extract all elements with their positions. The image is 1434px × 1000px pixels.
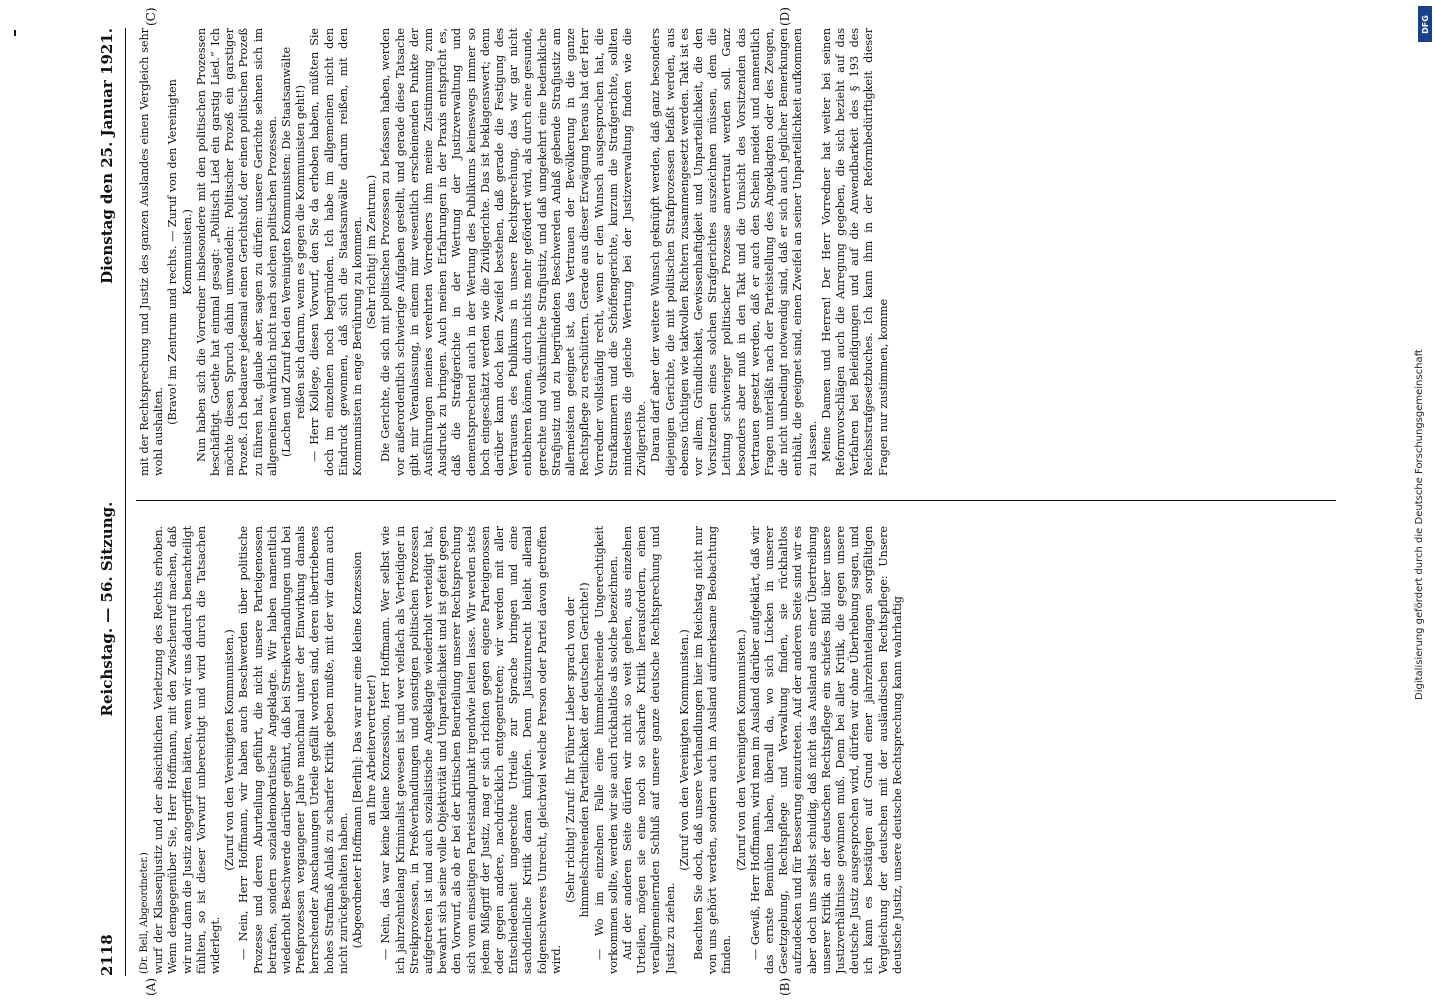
- paragraph: Beachten Sie doch, daß unsere Verhandlungen hier im Reichstag nicht nur von uns gehört werden, sondern auch im Ausland aufmerksame Beobachtung finden.: [691, 526, 734, 974]
- paragraph: — Nein, das war keine kleine Konzession, Herr Hoffmann. Wer selbst wie ich jahrzehntelang Kriminalist gewesen ist und wer vielfach als Verteidiger in Streikprozessen, in Preßverhandlungen und sonstigen politischen Prozessen aufgetreten ist und auch sozialistische Angeklagte wiederholt verteidigt hat, bewahrt sich seine volle Objektivität und Unparteilichkeit und ist gefeit gegen den Vorwurf, als ob er bei der kritischen Beurteilung unserer Rechtsprechung sich vom einseitigen Parteistandpunkt irgendwie leiten lasse. Wir werden stets jedem Mißgriff der Justiz, mag er sich richten gegen eigene Parteigenossen oder gegen andere, nachdrücklich entgegentreten; wir werden mit aller Entschiedenheit ungerechte Urteile zur Sprache bringen und eine sachdienliche Kritik daran knüpfen. Denn Justizunrecht bleibt allemal folgenschweres Unrecht, gleichviel welche Person oder Partei davon getroffen wird.: [379, 526, 563, 974]
- left-text-column: [138, 526, 1338, 974]
- paragraph: — Gewiß, Herr Hoffmann, wird man im Ausland darüber aufgeklärt, daß wir das ernste Bemühen haben, überall da, wo sich Lücken in unserer Gesetzgebung, Rechtspflege und Verwaltung finden, sie rückhaltlos aufzudecken und für Besserung einzutreten. Auf der anderen Seite sind wir es aber doch uns selbst schuldig, daß nicht das Ausland aus einer Übertreibung unserer Kritik an der deutschen Rechtspflege ein schiefes Bild über unsere Justizverhältnisse gewinnen muß. Denn bei aller Kritik, die gegen unsere deutsche Justiz ausgesprochen wird, dürfen wir ohne Überhebung sagen, und ich kann es bestätigen auf Grund einer jahrzehntelangen sorgfältigen Vergleichung der deutschen mit der ausländischen Rechtspflege: Unsere deutsche Justiz, unsere deutsche Rechtsprechung kann wahrhaftig: [748, 526, 904, 974]
- paragraph: Daran darf aber der weitere Wunsch geknüpft werden, daß ganz besonders diejenigen Gerichte, die mit politischen Strafprozessen befaßt werden, aus ebenso tüchtigen wie taktvollen Richtern zusammengesetzt werden. Takt ist es vor allem, Gründlichkeit, Gewissenhaftigkeit und Unparteilichkeit, die den Vorsitzenden eines solchen Strafgerichtes auszeichnen müssen, dem die Leitung schwieriger politischer Prozesse anvertraut werden soll. Ganz besonders aber muß in den Takt und die Umsicht des Vorsitzenden das Vertrauen gesetzt werden, daß er auch den Schein meidet und namentlich Fragen unterläßt nach der Parteistellung des Angeklagten oder des Zeugen, die nicht unbedingt notwendig sind, daß er sich auch jeglicher Bemerkungen enthält, die geeignet sind, einen Zweifel an seiner Unparteilichkeit aufkommen zu lassen.: [649, 28, 819, 476]
- interjection: (Lachen und Zuruf bei den Vereinigten Kommunisten: Die Staatsanwälte reißen sich darum, wenn es gegen die Kommunisten geht!): [280, 46, 308, 458]
- speaker-note: (Dr. Bell, Abgeordneter.): [139, 852, 150, 974]
- paragraph: Meine Damen und Herren! Der Herr Vorredner hat weiter bei seinen Reformvorschlägen auch die Anregung gegeben, die sich bezieht auf das Verfahren bei Beleidigungen und auf die Anwendbarkeit des § 193 des Reichsstrafgesetzbuches. Ich kann ihm in der Reformbedürftigkeit dieser Fragen nur zustimmen, komme: [819, 28, 890, 476]
- rotated-page: [78, 0, 1348, 1000]
- digitization-note-text: Digitalisierung gefördert durch die Deutsche Forschungsgemeinschaft: [1414, 349, 1425, 700]
- paragraph: mit der Rechtsprechung und Justiz des ganzen Auslandes einen Vergleich sehr wohl aushalten.: [138, 28, 166, 476]
- interjection: (Zuruf von den Vereinigten Kommunisten.): [677, 629, 691, 871]
- interjection: (Bravo! im Zentrum und rechts. — Zuruf von den Vereinigten Kommunisten.): [166, 79, 194, 425]
- dfg-logo-text: DFG: [1420, 14, 1430, 34]
- interjection: (Abgeordneter Hoffmann [Berlin]: Das war nur eine kleine Konzession an Ihre Arbeitervertreter!): [351, 551, 379, 949]
- paragraph: wurf der Klassenjustiz und der absichtlichen Verletzung des Rechts erhoben. Wenn demgegenüber Sie, Herr Hoffmann, mit den Zwischenruf machen, daß wir nur dann die Justiz angegriffen hätten, wenn wir uns dadurch benachteiligt fühlten, so ist dieser Vorwurf unberechtigt und wird durch die Tatsachen widerlegt.: [152, 526, 223, 974]
- page-number: 2118: [98, 934, 116, 976]
- interjection: (Sehr richtig! Zuruf: Ihr Führer Lieber sprach von der himmelschreienden Parteilichkeit der deutschen Gerichte!): [564, 582, 592, 918]
- interjection: (Zuruf von den Vereinigten Kommunisten.): [734, 629, 748, 871]
- digitization-note: [1412, 0, 1432, 1000]
- margin-mark-a: (A): [144, 977, 158, 996]
- paragraph: — Herr Kollege, diesen Vorwurf, den Sie da erhoben haben, müßten Sie doch im einzelnen noch begründen. Ich habe im allgemeinen nicht den Eindruck gewonnen, daß sich die Staatsanwälte darum reißen, mit den Kommunisten in enge Berührung zu kommen.: [308, 28, 365, 476]
- paragraph: Nun haben sich die Vorredner insbesondere mit den politischen Prozessen beschäftigt. Goethe hat einmal gesagt: „Politisch Lied ein garstig Lied.“ Ich möchte diesen Spruch dahin umwandeln: Politischer Prozeß ein garstiger Prozeß. Ich bedauere jedesmal einen Gerichtshof, der einen politischen Prozeß zu führen hat, glaube aber, sagen zu dürfen: unsere Gerichte sehnen sich im allgemeinen wahrlich nicht nach solchen politischen Prozessen.: [194, 28, 279, 476]
- margin-mark-b: (B): [778, 977, 792, 996]
- session-title: Reichstag. — 56. Sitzung.: [98, 501, 116, 717]
- page-header: [98, 28, 120, 976]
- column-divider: [136, 500, 1336, 501]
- session-date: Dienstag den 25. Januar 1921.: [98, 28, 116, 284]
- paragraph: — Nein, Herr Hoffmann, wir haben auch Beschwerden über politische Prozesse und deren Aburteilung geführt, die nicht unsere Parteigenossen betrafen, sondern sozialdemokratische Angeklagte. Wir haben namentlich wiederholt Beschwerde darüber geführt, daß bei Streikverhandlungen und bei Preßprozessen vergangener Jahre manchmal unter der Einwirkung damals herrschender Anschauungen Urteile gefällt worden sind, deren übertriebenes hohes Strafmaß Anlaß zu scharfer Kritik geben mußte, mit der wir dann auch nicht zurückgehalten haben.: [237, 526, 350, 974]
- header-rule: [125, 28, 126, 976]
- dfg-logo: [1418, 6, 1432, 42]
- interjection: (Zuruf von den Vereinigten Kommunisten.): [223, 629, 237, 871]
- paragraph: Die Gerichte, die sich mit politischen Prozessen zu befassen haben, werden vor außerordentlich schwierige Aufgaben gestellt, und gerade diese Tatsache gibt mir Veranlassung, in einem mir wesentlich erscheinenden Punkte der Ausführungen meines verehrten Vorredners ihm meine Zustimmung zum Ausdruck zu bringen. Auch meinen Erfahrungen in der Praxis entspricht es, daß die Strafgerichte in der Wertung der Justizverwaltung und dementsprechend auch in der Wertung des Publikums keineswegs immer so hoch eingeschätzt werden wie die Zivilgerichte. Das ist beklagenswert; denn darüber kann doch kein Zweifel bestehen, daß gerade die Festigung des Vertrauens des Publikums in unsere Rechtsprechung, das wir gar nicht entbehren können, durch nichts mehr gefördert wird, als durch eine gesunde, gerechte und volkstümliche Strafjustiz, und daß umgekehrt eine bedenkliche Strafjustiz und zu begründeten Beschwerden Anlaß gebende Strafjustiz am allermeisten geeignet ist, das Vertrauen der Bevölkerung in die ganze Rechtspflege zu erschüttern. Gerade aus dieser Erwägung heraus hat der Herr Vorredner vollständig recht, wenn er den Wunsch ausgesprochen hat, die Strafkammern und die Schöffengerichte, kurzum die Strafgerichte, sollten mindestens die gleiche Wertung bei der Justizverwaltung finden wie die Zivilgerichte.: [379, 28, 649, 476]
- margin-mark-c: (C): [144, 7, 158, 26]
- interjection: (Sehr richtig! im Zentrum.): [365, 174, 379, 330]
- margin-mark-d: (D): [778, 7, 792, 26]
- scan-speck: [14, 30, 16, 36]
- right-text-column: [138, 28, 1338, 476]
- paragraph: Auf der anderen Seite dürfen wir nicht so weit gehen, aus einzelnen Urteilen, mögen sie eine noch so scharfe Kritik herausfordern, einen verallgemeinernden Schluß auf unsere ganze deutsche Rechtsprechung und Justiz zu ziehen.: [620, 526, 677, 974]
- paragraph: — Wo im einzelnen Falle eine himmelschreiende Ungerechtigkeit vorkommen sollte, werden wir sie auch rückhaltlos als solche bezeichnen.: [592, 526, 620, 974]
